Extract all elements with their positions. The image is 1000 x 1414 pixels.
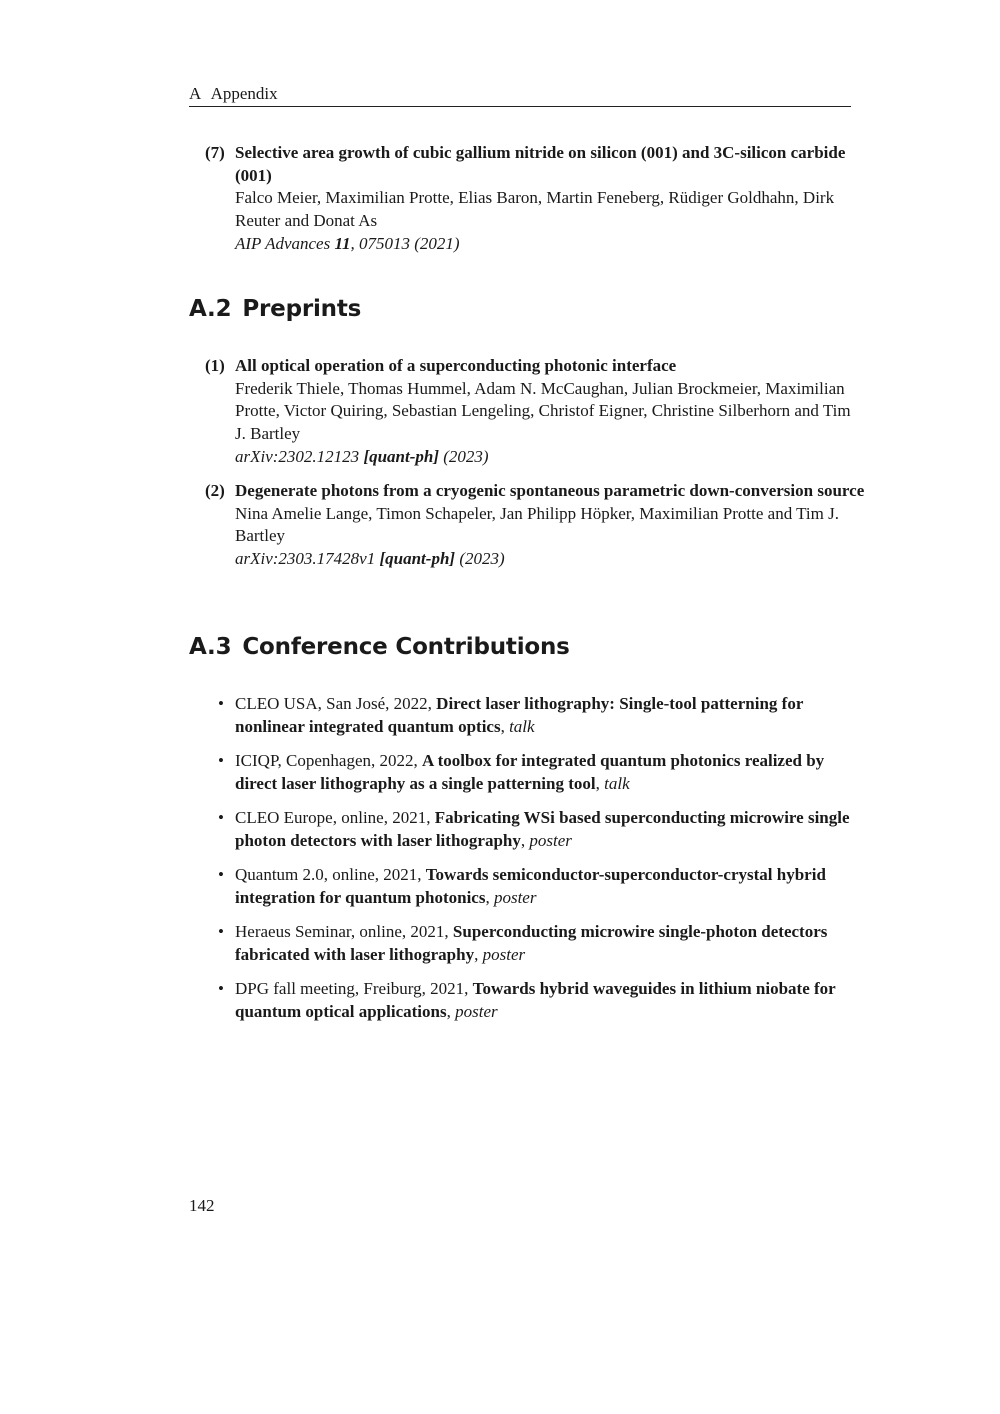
preprint-year: (2023) [439, 446, 489, 466]
bullet: • [218, 751, 224, 770]
arxiv-category: [quant-ph] [379, 549, 456, 569]
conference-type: talk [509, 717, 535, 736]
arxiv-category: [quant-ph] [363, 446, 440, 466]
arxiv-id: arXiv:2302.12123 [235, 446, 364, 466]
conference-venue: Quantum 2.0, online, 2021, [235, 865, 426, 884]
publication-item [189, 142, 854, 256]
conference-title: Fabricating WSi based superconducting microwire single photon detectors with laser lithography [235, 808, 850, 850]
publication-authors: Falco Meier, Maximilian Protte, Elias Baron, Martin Feneberg, Rüdiger Goldhahn, Dirk Reuter and Donat As [235, 188, 835, 231]
publication-index: (7) [205, 143, 225, 162]
publication-journal [235, 233, 854, 256]
preprint-title: All optical operation of a superconducting photonic interface [235, 356, 677, 375]
preprint-item [189, 480, 889, 571]
conference-venue: CLEO Europe, online, 2021, [235, 808, 435, 827]
publication-list [189, 142, 854, 256]
conference-title: Towards hybrid waveguides in lithium niobate for quantum optical applications [235, 979, 836, 1021]
conference-item: • ICIQP, Copenhagen, 2022, A toolbox for integrated quantum photonics realized by direct laser lithography as a single patterning tool, talk [218, 751, 825, 793]
preprint-index: (1) [205, 356, 225, 375]
publication-title: Selective area growth of cubic gallium nitride on silicon (001) and 3C-silicon carbide (001) [235, 143, 846, 185]
section-heading-conferences [189, 634, 570, 660]
preprint-item [189, 355, 854, 469]
preprint-reference [235, 548, 889, 571]
section-number: A.2 [189, 296, 232, 322]
arxiv-id: arXiv:2303.17428v1 [235, 549, 380, 569]
running-header [189, 84, 851, 107]
journal-name: AIP Advances [235, 233, 335, 253]
bullet: • [218, 922, 224, 941]
conference-venue: CLEO USA, San José, 2022, [235, 694, 437, 713]
preprint-authors: Nina Amelie Lange, Timon Schapeler, Jan Philipp Höpker, Maximilian Protte and Tim J. Bartley [235, 503, 839, 546]
preprint-year: (2023) [455, 549, 505, 569]
conference-venue: DPG fall meeting, Freiburg, 2021, [235, 979, 473, 998]
conference-title: Superconducting microwire single-photon detectors fabricated with laser lithography [235, 922, 828, 964]
conference-item: • DPG fall meeting, Freiburg, 2021, Towards hybrid waveguides in lithium niobate for quantum optical applications, poster [218, 979, 836, 1021]
conference-type: poster [493, 888, 537, 907]
conference-type: poster [455, 1002, 498, 1021]
conference-title: Direct laser lithography: Single-tool patterning for nonlinear integrated quantum optics [235, 694, 804, 736]
bullet: • [218, 694, 224, 713]
conference-item: • CLEO Europe, online, 2021, Fabricating WSi based superconducting microwire single photon detectors with laser lithography, poster [218, 808, 850, 850]
preprint-authors: Frederik Thiele, Thomas Hummel, Adam N. McCaughan, Julian Brockmeier, Maximilian Protte, Victor Quiring, Sebastian Lengeling, Christof Eigner, Christine Silberhorn and Tim J. Bartley [235, 378, 851, 444]
bullet: • [218, 808, 224, 827]
conference-venue: ICIQP, Copenhagen, 2022, [235, 751, 422, 770]
chapter-number: A [189, 84, 202, 103]
section-number: A.3 [189, 634, 232, 660]
preprint-list-2 [189, 480, 889, 571]
conference-list [189, 692, 854, 1034]
section-heading-preprints [189, 296, 361, 322]
conference-title: Towards semiconductor-superconductor-crystal hybrid integration for quantum photonics [235, 865, 826, 907]
preprint-title: Degenerate photons from a cryogenic spontaneous parametric down-conversion source [235, 481, 865, 500]
journal-pages-year: , 075013 (2021) [350, 233, 460, 253]
preprint-index: (2) [205, 481, 225, 500]
section-title: Conference Contributions [242, 634, 570, 660]
conference-type: poster [529, 831, 572, 850]
conference-type: talk [604, 774, 630, 793]
section-title: Preprints [242, 296, 362, 322]
conference-title: A toolbox for integrated quantum photonics realized by direct laser lithography as a single patterning tool [235, 751, 825, 793]
preprint-list [189, 355, 854, 469]
conference-venue: Heraeus Seminar, online, 2021, [235, 922, 453, 941]
conference-item: • Quantum 2.0, online, 2021, Towards semiconductor-superconductor-crystal hybrid integration for quantum photonics, poster [218, 865, 826, 907]
page-number: 142 [189, 1196, 215, 1215]
journal-volume: 11 [334, 233, 351, 253]
bullet: • [218, 979, 224, 998]
preprint-reference [235, 446, 854, 469]
conference-type: poster [482, 945, 526, 964]
conference-item: • CLEO USA, San José, 2022, Direct laser lithography: Single-tool patterning for nonlinear integrated quantum optics, talk [218, 694, 804, 736]
bullet: • [218, 865, 224, 884]
chapter-title: Appendix [210, 84, 278, 103]
conference-item: • Heraeus Seminar, online, 2021, Superconducting microwire single-photon detectors fabricated with laser lithography, poster [218, 922, 828, 964]
